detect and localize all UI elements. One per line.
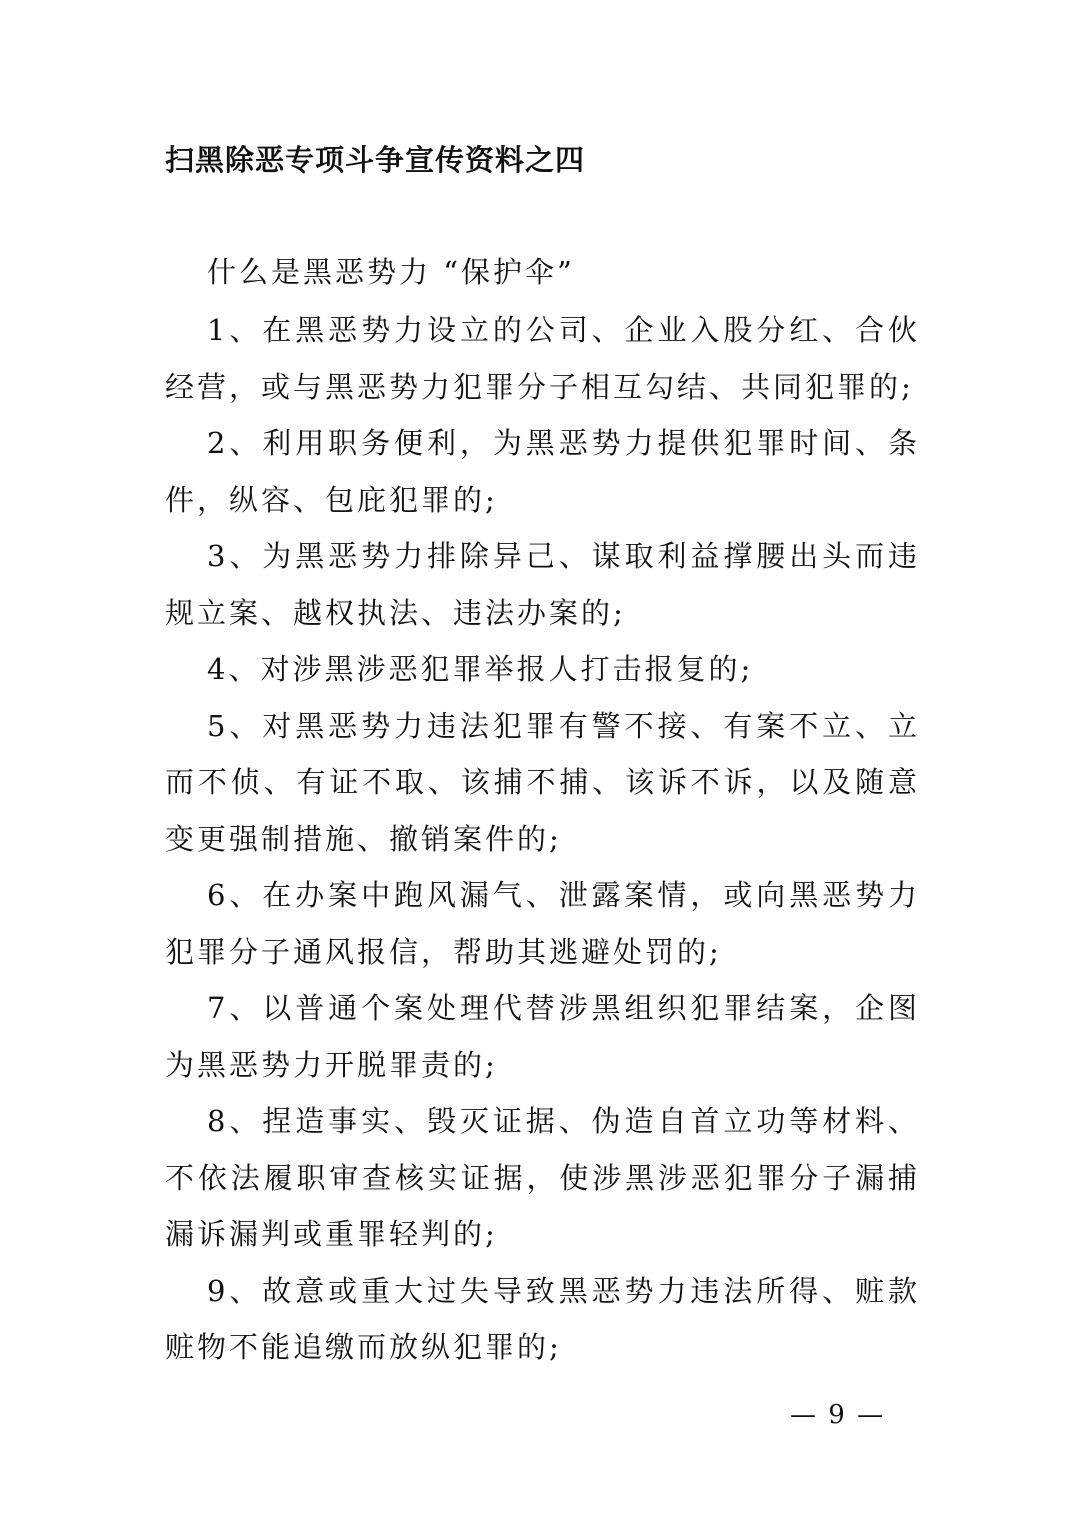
document-title: 扫黑除恶专项斗争宣传资料之四 bbox=[165, 143, 586, 177]
section-heading: 什么是黑恶势力 “保护伞” bbox=[207, 255, 575, 289]
list-item: 9、故意或重大过失导致黑恶势力违法所得、赃款赃物不能追缴而放纵犯罪的; bbox=[165, 1273, 920, 1364]
list-item: 3、为黑恶势力排除异己、谋取利益撑腰出头而违规立案、越权执法、违法办案的; bbox=[165, 539, 920, 630]
list-item: 8、捏造事实、毁灭证据、伪造自首立功等材料、不依法履职审查核实证据，使涉黑涉恶犯罪分子漏捕漏诉漏判或重罪轻判的; bbox=[165, 1104, 920, 1251]
list-item: 7、以普通个案处理代替涉黑组织犯罪结案，企图为黑恶势力开脱罪责的; bbox=[165, 991, 920, 1082]
list-item: 4、对涉黑涉恶犯罪举报人打击报复的; bbox=[207, 652, 754, 686]
list-item: 2、利用职务便利，为黑恶势力提供犯罪时间、条件，纵容、包庇犯罪的; bbox=[165, 426, 920, 517]
document-body bbox=[165, 302, 920, 1376]
list-item: 6、在办案中跑风漏气、泄露案情，或向黑恶势力犯罪分子通风报信，帮助其逃避处罚的; bbox=[165, 878, 920, 969]
page-number: — 9 — bbox=[790, 1400, 886, 1430]
list-item: 1、在黑恶势力设立的公司、企业入股分红、合伙经营，或与黑恶势力犯罪分子相互勾结、共同犯罪的; bbox=[165, 313, 920, 404]
list-item: 5、对黑恶势力违法犯罪有警不接、有案不立、立而不侦、有证不取、该捕不捕、该诉不诉，以及随意变更强制措施、撤销案件的; bbox=[165, 708, 920, 856]
